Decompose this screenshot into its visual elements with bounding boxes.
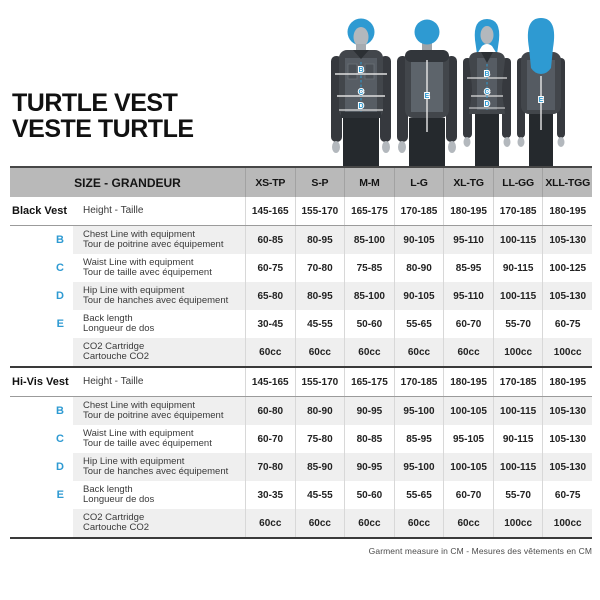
marker-e-label: E [424, 93, 430, 100]
measure-value: 30-45 [245, 310, 295, 338]
measure-row [10, 254, 592, 282]
size-column-header: XS-TP [245, 168, 295, 197]
female-back-hair-icon [528, 18, 554, 74]
measure-value: 45-55 [295, 481, 345, 509]
measure-value: 80-95 [295, 226, 345, 254]
marker-b-label: B [358, 67, 364, 74]
measure-value: 55-65 [394, 481, 444, 509]
co2-row [10, 509, 592, 537]
measure-label-fr: Tour de taille avec équipement [83, 267, 212, 278]
measure-value: 100cc [542, 509, 592, 537]
measure-value: 90-105 [394, 226, 444, 254]
measure-value: 75-85 [344, 254, 394, 282]
height-value: 180-195 [542, 368, 592, 396]
measure-row [10, 453, 592, 481]
height-value: 145-165 [245, 368, 295, 396]
measure-value: 85-100 [344, 282, 394, 310]
male-back-head-icon [415, 20, 440, 45]
page-title [12, 90, 194, 142]
measure-value: 60cc [394, 509, 444, 537]
page-title-fr: VESTE TURTLE [12, 115, 194, 143]
measure-letter: E [56, 318, 64, 330]
measure-value: 60-85 [245, 226, 295, 254]
height-value: 155-170 [295, 368, 345, 396]
measure-row [10, 310, 592, 338]
measure-value: 30-35 [245, 481, 295, 509]
measure-value: 105-130 [542, 282, 592, 310]
measure-value: 100-105 [443, 453, 493, 481]
size-guide-figures [298, 6, 592, 166]
measure-value: 85-95 [394, 425, 444, 453]
height-value: 170-185 [394, 197, 444, 225]
measure-value: 105-130 [542, 453, 592, 481]
figure-male-front [331, 19, 391, 167]
measure-value: 100-115 [493, 397, 543, 425]
size-column-header: LL-GG [493, 168, 543, 197]
height-value: 180-195 [443, 197, 493, 225]
size-column-header: L-G [394, 168, 444, 197]
measure-row [10, 481, 592, 509]
measure-label-en: Hip Line with equipment [83, 284, 185, 296]
measure-value: 60cc [245, 509, 295, 537]
measure-label-en: Back length [83, 312, 133, 324]
measure-letter: D [56, 461, 64, 473]
measure-value: 95-110 [443, 282, 493, 310]
measure-value: 60cc [295, 338, 345, 366]
measure-value: 100cc [493, 509, 543, 537]
size-chart-table [10, 166, 592, 539]
height-value: 170-185 [493, 368, 543, 396]
measure-value: 105-130 [542, 397, 592, 425]
measure-label [73, 509, 245, 537]
measure-label-fr: Longueur de dos [83, 494, 155, 505]
measure-label [73, 338, 245, 366]
measure-value: 80-95 [295, 282, 345, 310]
height-value: 145-165 [245, 197, 295, 225]
size-column-header: XL-TG [443, 168, 493, 197]
measure-value: 95-100 [394, 453, 444, 481]
height-label: Height - Taille [83, 375, 144, 387]
measure-letter: C [56, 262, 64, 274]
measure-label [73, 481, 245, 509]
measure-value: 55-70 [493, 481, 543, 509]
measure-label-fr: Cartouche CO2 [83, 351, 150, 362]
measure-value: 95-100 [394, 397, 444, 425]
measure-value: 100-105 [443, 397, 493, 425]
measure-value: 60cc [443, 509, 493, 537]
measure-value: 60-75 [542, 481, 592, 509]
measure-letter [10, 509, 73, 537]
measure-value: 60-70 [245, 425, 295, 453]
measure-label-en: Chest Line with equipment [83, 228, 195, 240]
measure-value: 45-55 [295, 310, 345, 338]
measure-value: 75-80 [295, 425, 345, 453]
measure-label-en: Back length [83, 483, 133, 495]
measure-value: 60cc [344, 338, 394, 366]
measure-value: 100-115 [493, 226, 543, 254]
measure-value: 50-60 [344, 481, 394, 509]
measure-value: 90-115 [493, 254, 543, 282]
measure-value: 85-90 [295, 453, 345, 481]
figure-female-front [463, 19, 511, 166]
marker-d-label: D [358, 103, 364, 110]
size-column-header: S-P [295, 168, 345, 197]
measure-label-en: Waist Line with equipment [83, 256, 194, 268]
measure-value: 80-90 [394, 254, 444, 282]
measure-value: 60-75 [542, 310, 592, 338]
height-value: 155-170 [295, 197, 345, 225]
measure-value: 60cc [295, 509, 345, 537]
measure-label-fr: Longueur de dos [83, 323, 155, 334]
figure-female-back [517, 18, 565, 166]
measure-label [73, 425, 245, 453]
height-row [10, 197, 592, 226]
measure-value: 80-85 [344, 425, 394, 453]
measure-value: 80-90 [295, 397, 345, 425]
measure-value: 85-95 [443, 254, 493, 282]
measure-value: 60cc [394, 338, 444, 366]
female-front-face-icon [481, 26, 494, 44]
measure-label [73, 310, 245, 338]
measure-label [73, 226, 245, 254]
page-title-en: TURTLE VEST [12, 89, 178, 117]
measure-value: 105-130 [542, 226, 592, 254]
measure-label-en: Waist Line with equipment [83, 427, 194, 439]
section-name: Black Vest [12, 205, 68, 217]
measure-letter: E [56, 489, 64, 501]
height-value: 165-175 [344, 368, 394, 396]
measure-label-fr: Cartouche CO2 [83, 522, 150, 533]
measure-value: 60-70 [443, 481, 493, 509]
measure-label-en: Chest Line with equipment [83, 399, 195, 411]
measure-value: 90-105 [394, 282, 444, 310]
measure-label [73, 282, 245, 310]
measure-value: 100-115 [493, 282, 543, 310]
marker-d-label: D [484, 101, 490, 108]
measure-value: 60cc [443, 338, 493, 366]
measure-value: 100-115 [493, 453, 543, 481]
measure-label [73, 254, 245, 282]
footer-note: Garment measure in CM - Mesures des vêtements en CM [368, 546, 592, 556]
measure-value: 95-105 [443, 425, 493, 453]
height-value: 165-175 [344, 197, 394, 225]
measure-value: 70-80 [245, 453, 295, 481]
measure-value: 60cc [344, 509, 394, 537]
measure-value: 60-75 [245, 254, 295, 282]
measure-label-en: CO2 Cartridge [83, 340, 145, 352]
measure-label-en: CO2 Cartridge [83, 511, 145, 523]
measure-row [10, 397, 592, 425]
co2-row [10, 338, 592, 366]
height-row [10, 366, 592, 397]
measure-value: 105-130 [542, 425, 592, 453]
measure-row [10, 425, 592, 453]
measure-label-fr: Tour de taille avec équipement [83, 438, 212, 449]
measure-row [10, 282, 592, 310]
measure-label [73, 453, 245, 481]
measure-value: 55-70 [493, 310, 543, 338]
measure-letter: D [56, 290, 64, 302]
size-column-header: M-M [344, 168, 394, 197]
marker-c-label: C [358, 89, 364, 96]
measure-value: 100-125 [542, 254, 592, 282]
measure-row [10, 226, 592, 254]
height-value: 170-185 [394, 368, 444, 396]
size-chart-content [10, 166, 592, 556]
measure-value: 60-80 [245, 397, 295, 425]
measure-value: 100cc [493, 338, 543, 366]
measure-value: 85-100 [344, 226, 394, 254]
measure-value: 65-80 [245, 282, 295, 310]
measure-value: 55-65 [394, 310, 444, 338]
measure-label-fr: Tour de hanches avec équipement [83, 466, 229, 477]
measure-value: 70-80 [295, 254, 345, 282]
measure-label-fr: Tour de poitrine avec équipement [83, 239, 224, 250]
measure-label-en: Hip Line with equipment [83, 455, 185, 467]
height-label: Height - Taille [83, 204, 144, 216]
measure-label [73, 397, 245, 425]
size-header-label: SIZE - GRANDEUR [74, 175, 181, 190]
size-column-header: XLL-TGG [542, 168, 592, 197]
measure-value: 90-95 [344, 453, 394, 481]
measure-letter [10, 338, 73, 366]
marker-e-label: E [538, 97, 544, 104]
measure-value: 95-110 [443, 226, 493, 254]
marker-c-label: C [484, 89, 490, 96]
height-value: 180-195 [443, 368, 493, 396]
measure-letter: B [56, 405, 64, 417]
figure-male-back [397, 20, 457, 167]
measure-value: 50-60 [344, 310, 394, 338]
height-value: 180-195 [542, 197, 592, 225]
measure-letter: B [56, 234, 64, 246]
table-header-row [10, 166, 592, 197]
measure-letter: C [56, 433, 64, 445]
measure-label-fr: Tour de poitrine avec équipement [83, 410, 224, 421]
measure-value: 100cc [542, 338, 592, 366]
measure-value: 60-70 [443, 310, 493, 338]
measure-label-fr: Tour de hanches avec équipement [83, 295, 229, 306]
measure-value: 90-95 [344, 397, 394, 425]
height-value: 170-185 [493, 197, 543, 225]
measure-value: 60cc [245, 338, 295, 366]
section-name: Hi-Vis Vest [12, 376, 69, 388]
marker-b-label: B [484, 71, 490, 78]
measure-value: 90-115 [493, 425, 543, 453]
